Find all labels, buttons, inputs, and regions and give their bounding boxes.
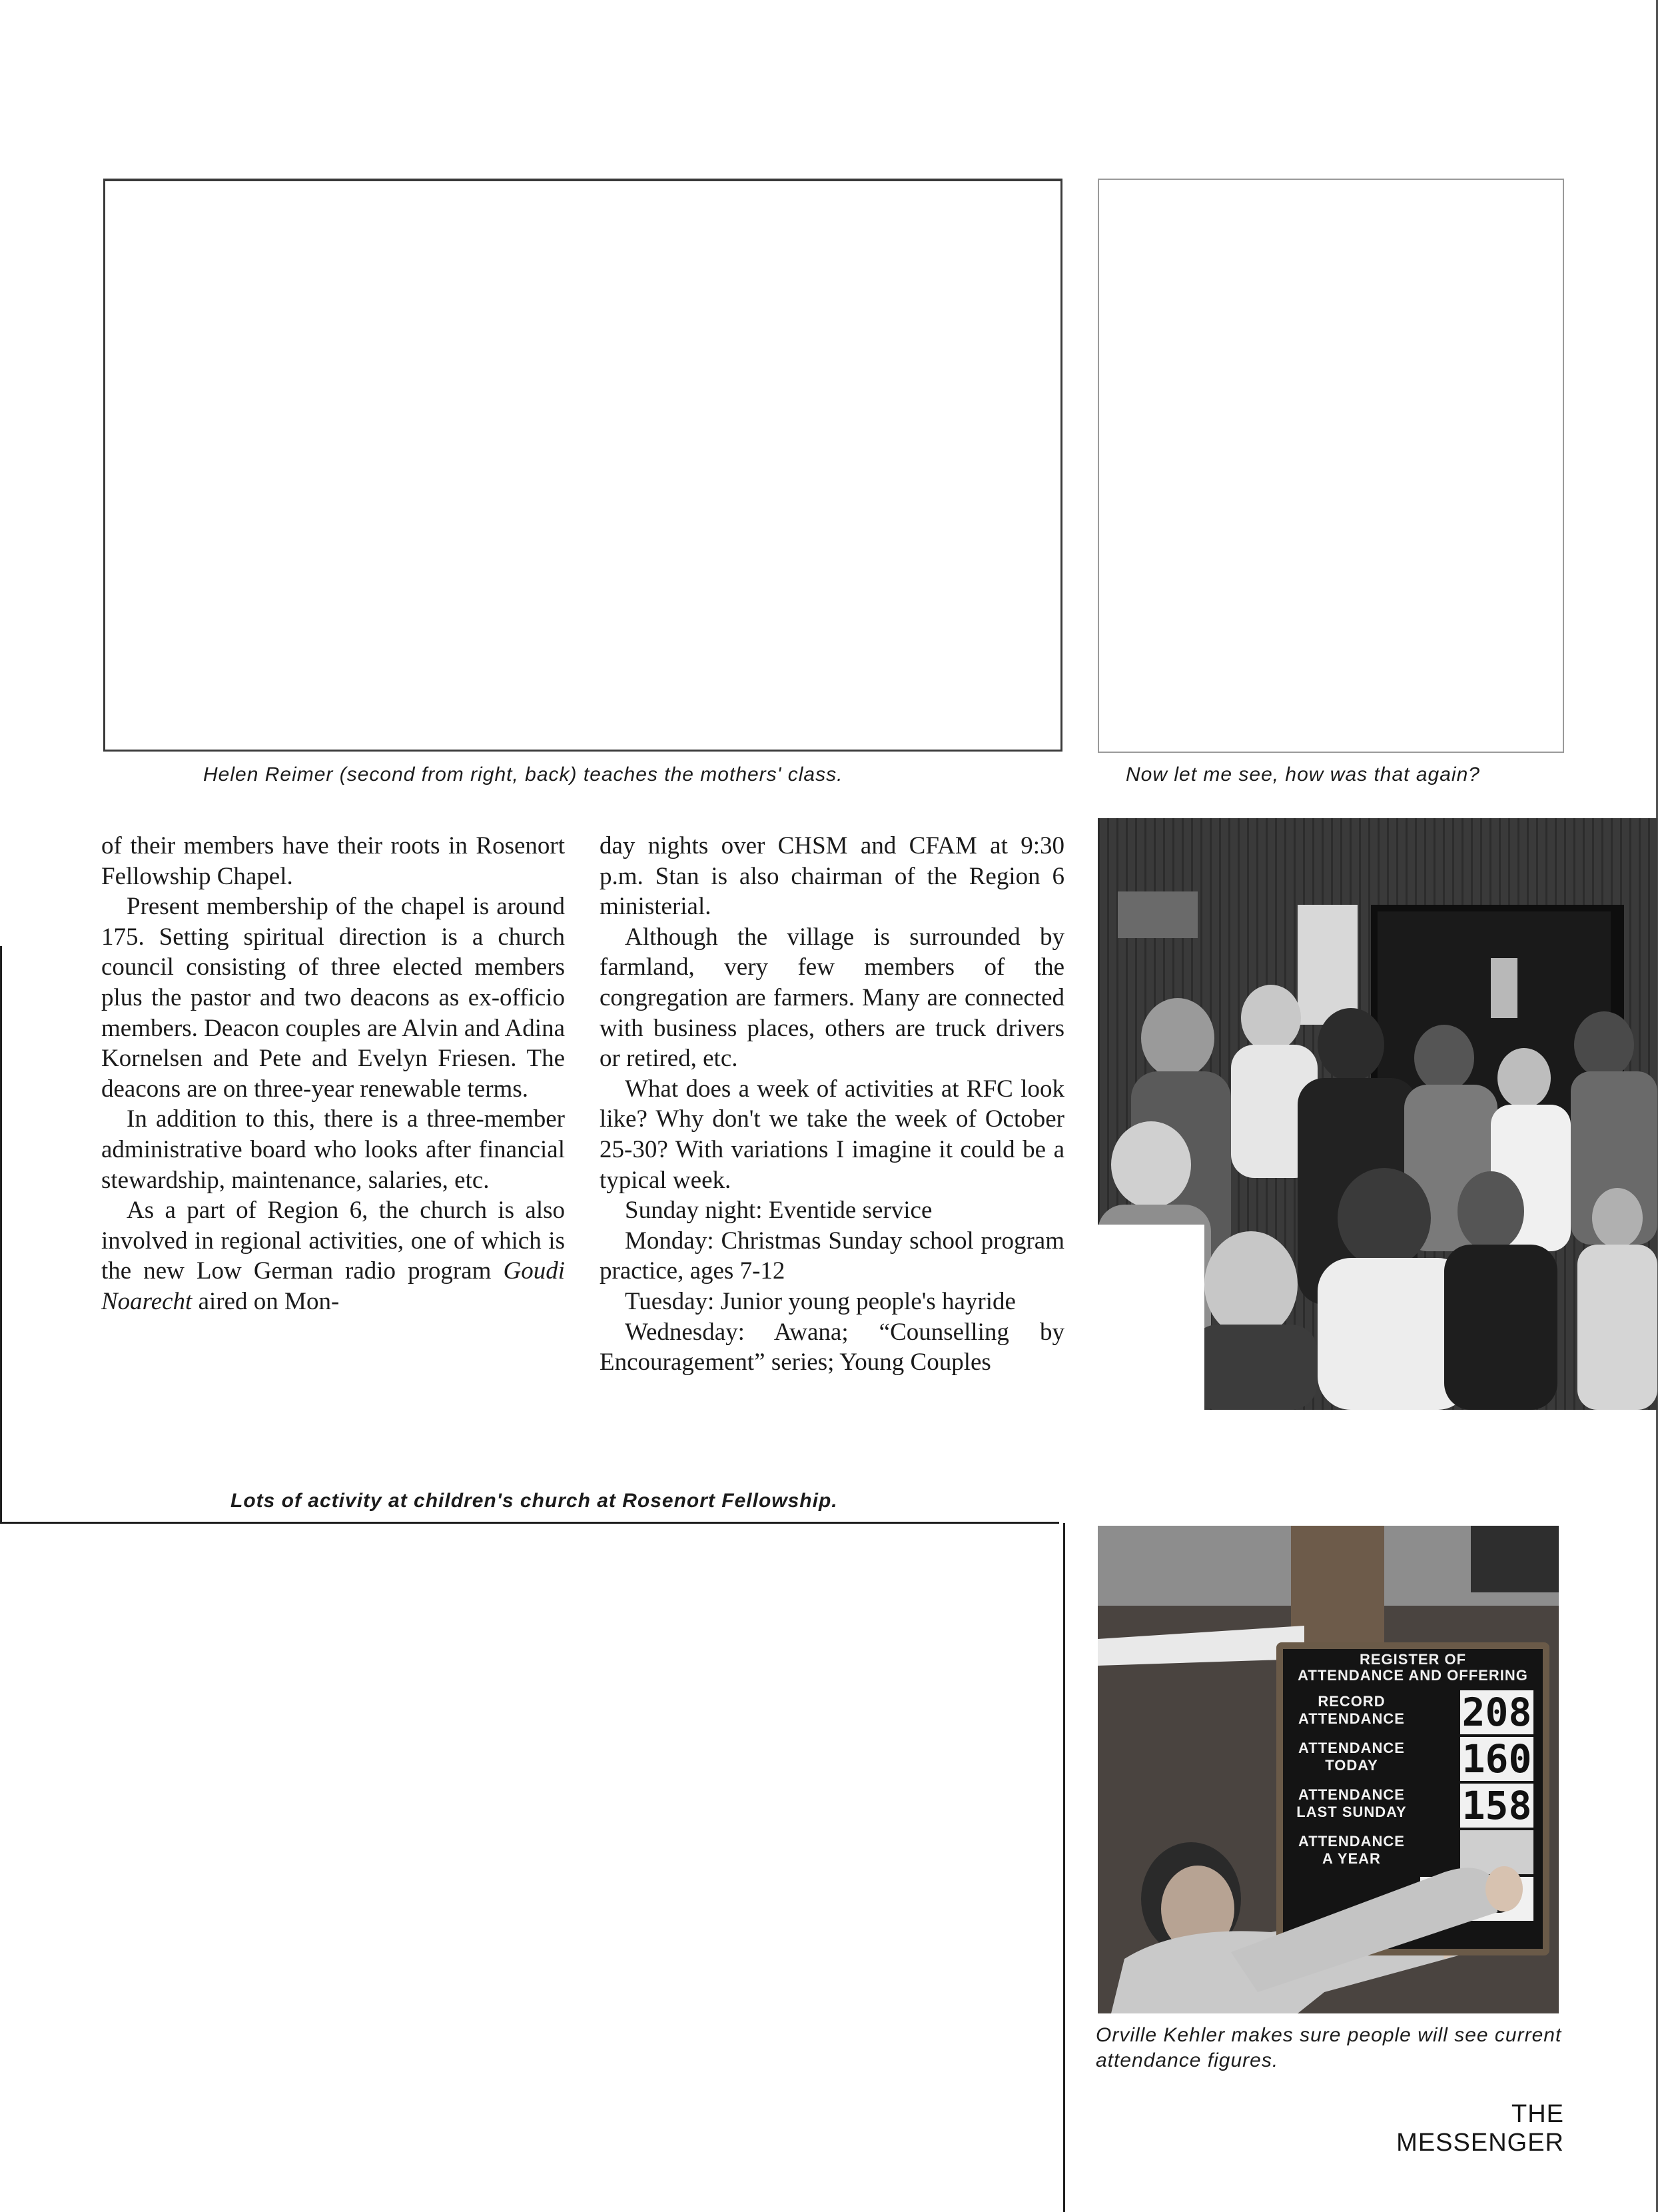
board-label: ATTENDANCE A YEAR — [1298, 1833, 1405, 1867]
board-value: 208 — [1460, 1690, 1533, 1734]
article-paragraph: As a part of Region 6, the church is also involved in regional activities, one of which is the new Low German radio program Goudi Noarecht aired on Mon- — [101, 1197, 565, 1315]
left-edge-rule — [0, 946, 2, 1523]
bottom-rule-left — [0, 1522, 1059, 1524]
schedule-item: Sunday night: Eventide service — [625, 1197, 933, 1225]
schedule-item: Tuesday: Junior young people's hayride — [625, 1287, 1016, 1315]
childrens-church-photo — [1098, 818, 1657, 1410]
childrens-church-caption: Lots of activity at children's church at Rosenort Fellowship. — [230, 1490, 838, 1512]
board-label: ATTENDANCE TODAY — [1298, 1740, 1405, 1774]
orville-caption: Orville Kehler makes sure people will see current attendance figures. — [1096, 2024, 1562, 2071]
article-paragraph: In addition to this, there is a three-member administrative board who looks after financial stewardship, maintenance, salaries, etc. — [101, 1105, 565, 1194]
let-me-see-caption: Now let me see, how was that again? — [1126, 764, 1480, 786]
board-header-line: ATTENDANCE AND OFFERING — [1298, 1667, 1528, 1684]
mothers-class-caption: Helen Reimer (second from right, back) teaches the mothers' class. — [203, 764, 843, 786]
article-paragraph: Present membership of the chapel is around 175. Setting spiritual direction is a church council consisting of three elected members plus the pastor and two deacons as ex-officio members. Deacon couples are Alvin and Adina Kornelsen and Pete and Evelyn Friesen. The deacons are on three-year renewable terms. — [101, 893, 565, 1103]
article-paragraph: What does a week of activities at RFC look like? Why don't we take the week of October 25-30? With variations I imagine it could be a typical week. — [600, 1075, 1064, 1194]
attendance-board-photo — [1098, 1526, 1559, 2013]
article-paragraph: of their members have their roots in Rosenort Fellowship Chapel. — [101, 832, 565, 890]
mothers-class-photo — [103, 179, 1062, 752]
board-label: ATTENDANCE LAST SUNDAY — [1296, 1786, 1407, 1820]
board-header-line: REGISTER OF — [1359, 1651, 1467, 1668]
let-me-see-photo — [1098, 179, 1564, 753]
board-label: RECORD ATTENDANCE — [1298, 1693, 1405, 1727]
radio-program-title: Goudi Noarecht — [101, 1257, 565, 1315]
article-column-1 — [101, 831, 565, 1317]
schedule-item: Wednesday: Awana; “Counselling by Encouragement” series; Young Couples — [600, 1318, 1064, 1377]
arm-overlay — [1098, 1526, 1559, 2013]
right-column-rule — [1063, 1523, 1065, 2212]
board-value: 160 — [1460, 1737, 1533, 1781]
article-paragraph: day nights over CHSM and CFAM at 9:30 p.m. Stan is also chairman of the Region 6 ministerial. — [600, 832, 1064, 921]
crowd-scene-image — [1098, 818, 1657, 1410]
article-column-2 — [600, 831, 1064, 1378]
schedule-item: Monday: Christmas Sunday school program practice, ages 7-12 — [600, 1227, 1064, 1285]
board-value: 158 — [1460, 1784, 1533, 1828]
publication-footer: THE MESSENGER — [1396, 2100, 1564, 2157]
article-paragraph: Although the village is surrounded by farmland, very few members of the congregation are farmers. Many are connected with business places, others are truck drivers or retired, etc. — [600, 923, 1064, 1073]
